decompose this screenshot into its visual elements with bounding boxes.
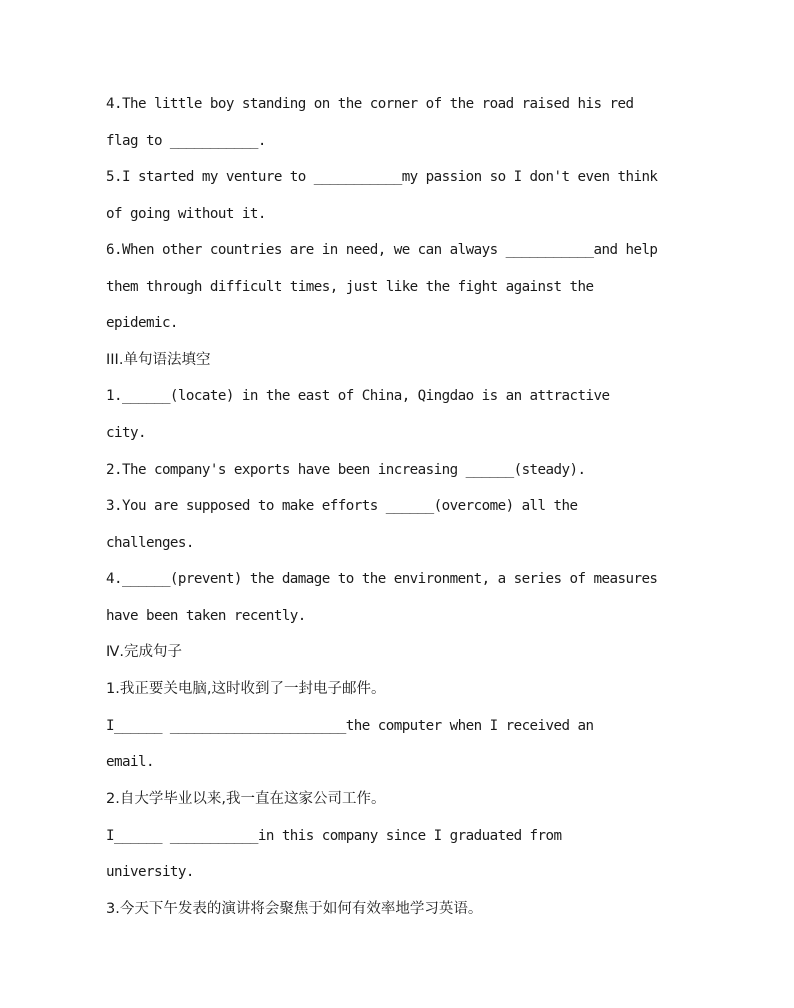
section-heading-iv: Ⅳ.完成句子 [106,644,182,660]
question-6-line-2: them through difficult times, just like the fight against the [106,279,594,295]
sentence-1-line-1: I______ ______________________the computer when I received an [106,718,594,734]
question-4-line-2: flag to ___________. [106,133,266,149]
question-5-line-1: 5.I started my venture to ___________my passion so I don't even think [106,169,658,185]
grammar-1-line-1: 1.______(locate) in the east of China, Qingdao is an attractive [106,388,610,404]
sentence-1-line-2: email. [106,754,154,770]
sentence-2-chinese: 2.自大学毕业以来,我一直在这家公司工作。 [106,791,386,807]
question-4-line-1: 4.The little boy standing on the corner of the road raised his red [106,96,634,112]
question-6-line-3: epidemic. [106,315,178,331]
question-5-line-2: of going without it. [106,206,266,222]
question-6-line-1: 6.When other countries are in need, we can always ___________and help [106,242,658,258]
grammar-3-line-2: challenges. [106,535,194,551]
sentence-1-chinese: 1.我正要关电脑,这时收到了一封电子邮件。 [106,681,386,697]
grammar-4-line-1: 4.______(prevent) the damage to the environment, a series of measures [106,571,658,587]
grammar-2-line-1: 2.The company's exports have been increasing ______(steady). [106,462,586,478]
sentence-2-line-2: university. [106,864,194,880]
grammar-4-line-2: have been taken recently. [106,608,306,624]
section-heading-iii: III.单句语法填空 [106,352,211,368]
grammar-1-line-2: city. [106,425,146,441]
sentence-2-line-1: I______ ___________in this company since I graduated from [106,828,562,844]
grammar-3-line-1: 3.You are supposed to make efforts ______(overcome) all the [106,498,578,514]
sentence-3-chinese: 3.今天下午发表的演讲将会聚焦于如何有效率地学习英语。 [106,901,483,917]
